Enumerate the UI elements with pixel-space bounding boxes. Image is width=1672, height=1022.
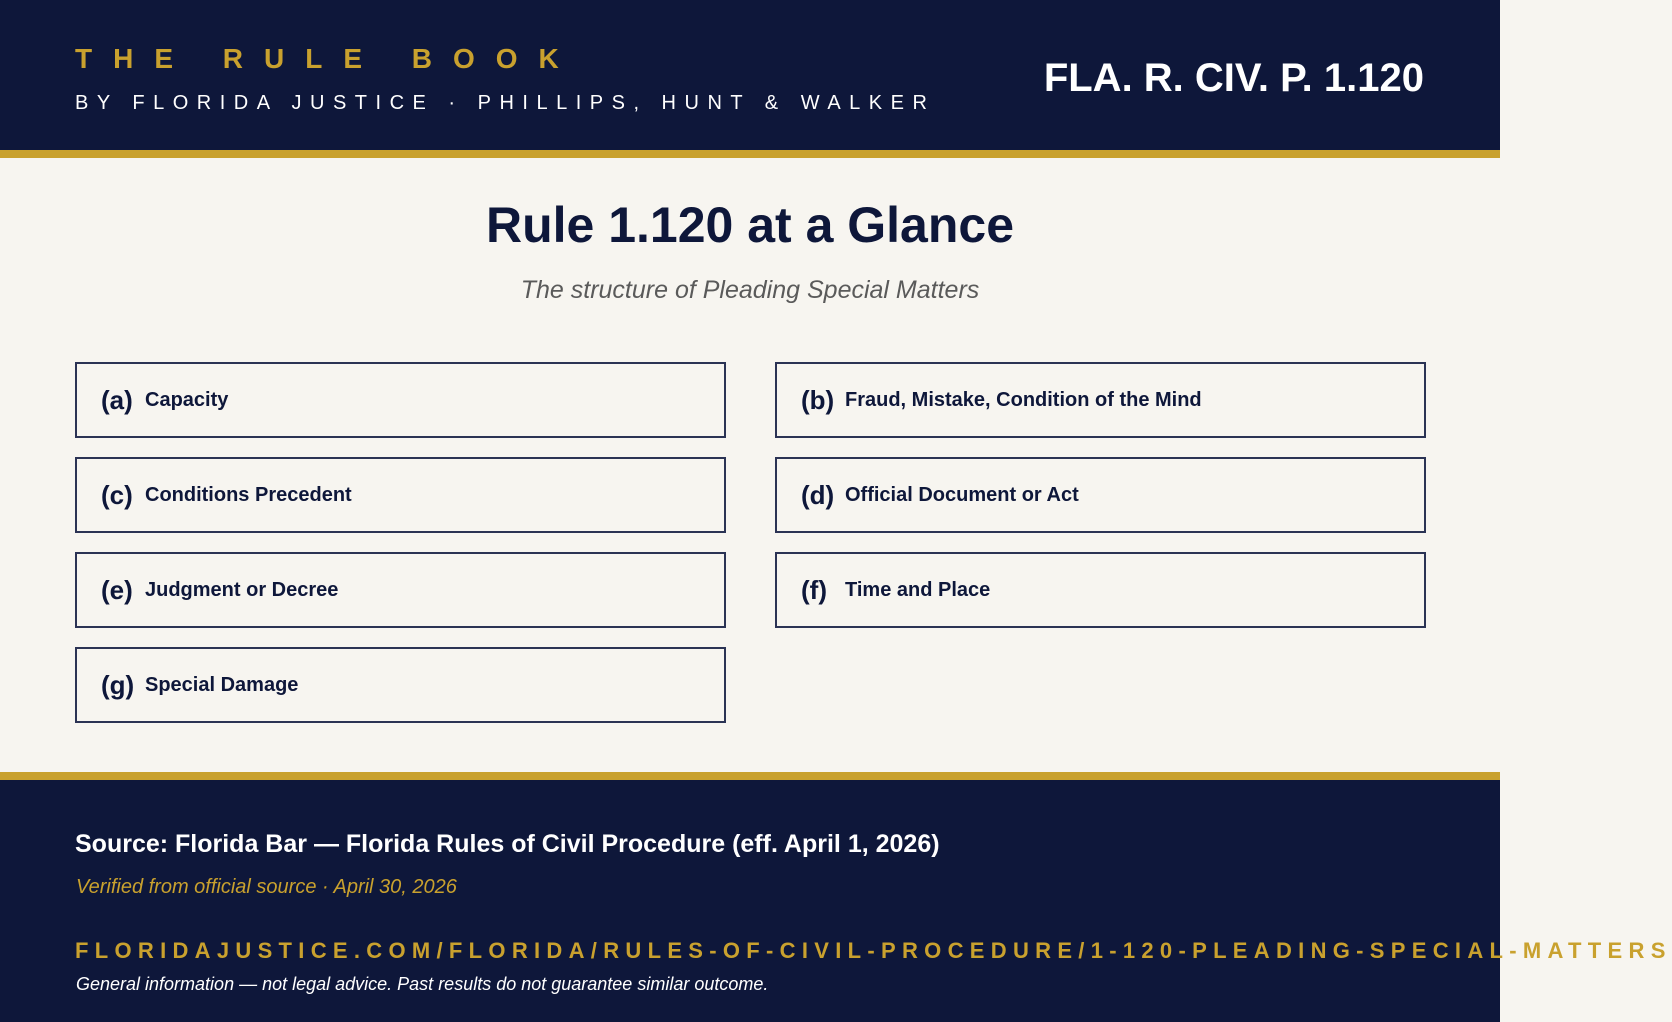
page-title: Rule 1.120 at a Glance [485,197,1015,253]
section-card-c [75,457,726,533]
section-label: Official Document or Act [845,483,1079,506]
rule-code: FLA. R. CIV. P. 1.120 [1043,56,1424,100]
legal-disclaimer: General information — not legal advice. Past results do not guarantee similar outcome. [76,974,769,994]
source-url[interactable]: FLORIDAJUSTICE.COM/FLORIDA/RULES-OF-CIVIL-PROCEDURE/1-120-PLEADING-SPECIAL-MATTERS [75,938,1672,963]
section-letter: (g) [101,669,135,700]
section-card-a [75,362,726,438]
section-letter: (c) [101,479,133,510]
section-card-g [75,647,726,723]
brand-subtitle: BY FLORIDA JUSTICE · PHILLIPS, HUNT & WALKER [75,92,936,114]
section-label: Fraud, Mistake, Condition of the Mind [845,388,1202,411]
section-letter: (e) [101,574,133,605]
section-label: Time and Place [845,578,991,601]
section-card-e [75,552,726,628]
section-label: Capacity [145,388,229,411]
header-gold-divider [0,150,1500,158]
section-letter: (d) [801,479,835,510]
section-letter: (f) [801,574,827,605]
section-letter: (a) [101,384,133,415]
section-card-b [775,362,1426,438]
brand-title: THE RULE BOOK [75,43,580,74]
verified-note: Verified from official source · April 30, 2026 [76,876,457,898]
section-label: Conditions Precedent [145,483,352,506]
section-label: Judgment or Decree [145,578,339,601]
section-letter: (b) [801,384,835,415]
source-citation: Source: Florida Bar — Florida Rules of Civil Procedure (eff. April 1, 2026) [75,830,940,858]
footer [0,780,1672,1022]
section-card-d [775,457,1426,533]
footer-gold-divider [0,772,1500,780]
page-subtitle: The structure of Pleading Special Matters [520,276,980,304]
section-card-f [775,552,1426,628]
header-banner [0,0,1500,150]
section-label: Special Damage [145,673,299,696]
